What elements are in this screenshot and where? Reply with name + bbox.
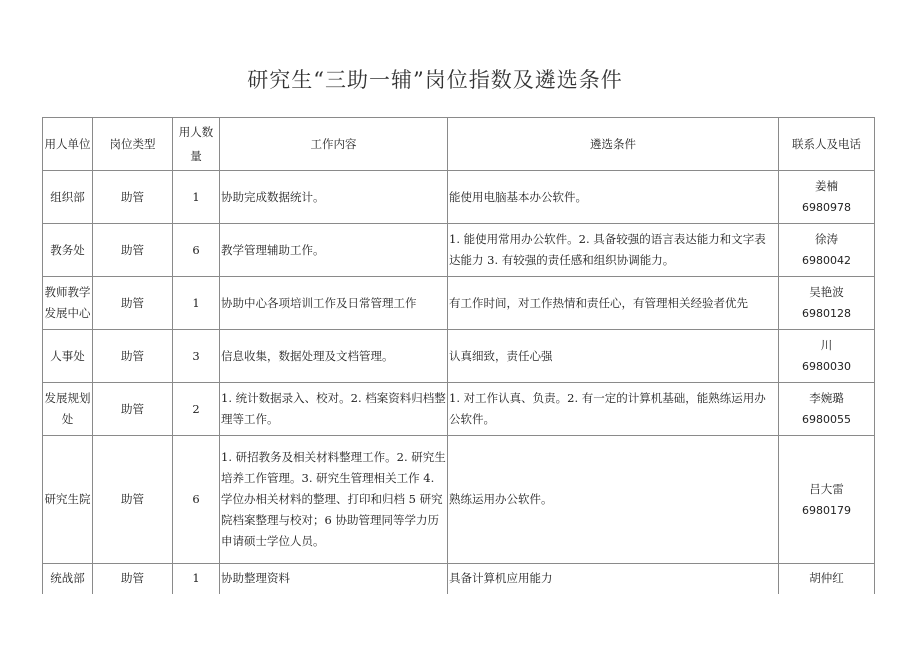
cell-contact [779,224,875,277]
table-row [43,383,875,436]
header-unit: 用人单位 [43,118,93,171]
cell-unit: 研究生院 [43,436,93,564]
cell-type: 助管 [93,330,173,383]
header-content: 工作内容 [220,118,448,171]
cell-unit: 教务处 [43,224,93,277]
header-criteria: 遴选条件 [448,118,779,171]
cell-criteria: 能使用电脑基本办公软件。 [448,171,779,224]
cell-contact [779,383,875,436]
contact-name: 李婉璐 [809,391,844,405]
table-header-row [43,118,875,171]
table-row [43,171,875,224]
table-row [43,436,875,564]
cell-contact [779,171,875,224]
contact-name: 川 [820,338,833,352]
contact-phone: 6980030 [802,360,851,373]
cell-content: 1. 研招教务及相关材料整理工作。2. 研究生培养工作管理。3. 研究生管理相关工作 4. 学位办相关材料的整理、打印和归档 5 研究院档案整理与校对；6 协助管理同等学力历申请硕士学位人员。 [220,436,448,564]
table-row [43,330,875,383]
cell-type: 助管 [93,564,173,594]
cell-count: 1 [173,277,220,330]
cell-count: 6 [173,436,220,564]
cell-unit: 教师教学发展中心 [43,277,93,330]
cell-count: 1 [173,171,220,224]
header-type: 岗位类型 [93,118,173,171]
cell-type: 助管 [93,277,173,330]
cell-count: 1 [173,564,220,594]
cell-criteria: 认真细致，责任心强 [448,330,779,383]
page-title: 研究生“三助一辅”岗位指数及遴选条件 [247,68,623,92]
table-row [43,224,875,277]
contact-name: 徐涛 [815,232,838,246]
cell-type: 助管 [93,383,173,436]
cell-count: 3 [173,330,220,383]
cell-content: 1. 统计数据录入、校对。2. 档案资料归档整理等工作。 [220,383,448,436]
contact-phone: 6980055 [802,413,851,426]
table-row [43,564,875,594]
cell-content: 协助完成数据统计。 [220,171,448,224]
cell-content: 协助中心各项培训工作及日常管理工作 [220,277,448,330]
contact-name: 胡仲红 [809,571,844,586]
cell-criteria: 1. 能使用常用办公软件。2. 具备较强的语言表达能力和文字表达能力 3. 有较强的责任感和组织协调能力。 [448,224,779,277]
cell-unit: 统战部 [43,564,93,594]
contact-phone: 6980179 [802,503,851,517]
cell-criteria: 熟练运用办公软件。 [448,436,779,564]
cell-type: 助管 [93,171,173,224]
cell-unit: 发展规划处 [43,383,93,436]
contact-phone: 6980128 [802,307,851,320]
cell-count: 6 [173,224,220,277]
cell-criteria: 有工作时间，对工作热情和责任心，有管理相关经验者优先 [448,277,779,330]
contact-phone: 6980042 [802,254,851,267]
cell-contact [779,277,875,330]
cell-content: 协助整理资料 [220,564,448,594]
cell-type: 助管 [93,224,173,277]
cell-content: 教学管理辅助工作。 [220,224,448,277]
contact-name: 吕大雷 [809,481,844,496]
positions-table [42,117,875,594]
cell-criteria: 1. 对工作认真、负责。2. 有一定的计算机基础，能熟练运用办公软件。 [448,383,779,436]
cell-unit: 人事处 [43,330,93,383]
contact-name: 吴艳波 [809,285,844,299]
header-contact: 联系人及电话 [779,118,875,171]
cell-contact [779,330,875,383]
header-count: 用人数量 [173,118,220,171]
table-row [43,277,875,330]
cell-content: 信息收集，数据处理及文档管理。 [220,330,448,383]
cell-unit: 组织部 [43,171,93,224]
contact-phone: 6980978 [802,201,851,214]
cell-count: 2 [173,383,220,436]
cell-contact [779,564,875,594]
cell-contact [779,436,875,564]
contact-name: 姜楠 [815,179,838,193]
cell-criteria: 具备计算机应用能力 [448,564,779,594]
cell-type: 助管 [93,436,173,564]
